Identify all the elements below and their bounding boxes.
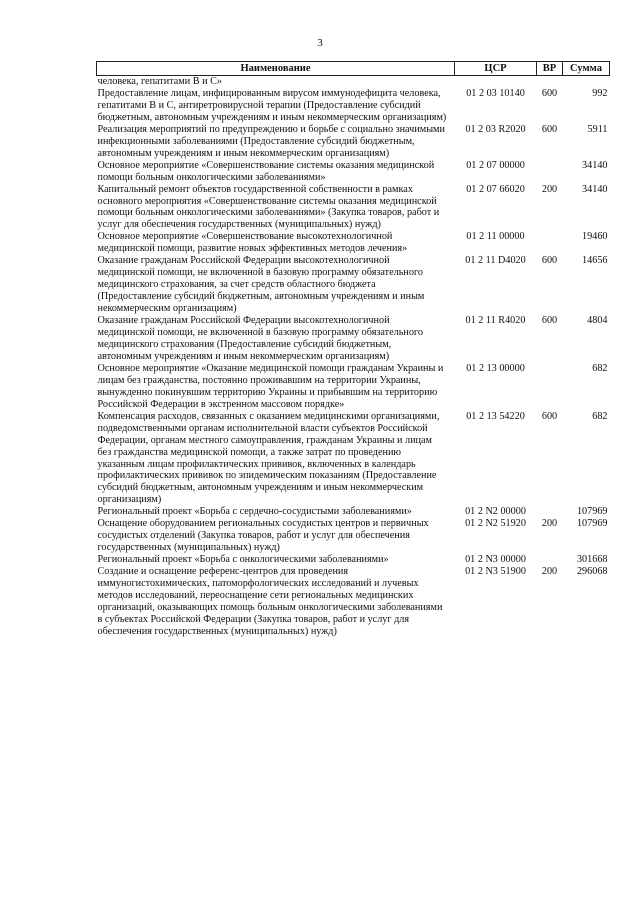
row-vr: 600 bbox=[541, 87, 558, 99]
row-sum: 107969 bbox=[576, 518, 608, 530]
column-header-sum: Сумма bbox=[563, 62, 610, 76]
row-name: Предоставление лицам, инфицированным вирусом иммунодефицита человека, гепатитами В и С, антиретровирусной терапии (Предоставление субсидий бюджетным, автономным учреждениям и иным некоммерческим организациям) bbox=[97, 87, 447, 123]
row-csr: 01 2 N2 00000 bbox=[465, 506, 526, 518]
row-sum: 34140 bbox=[582, 183, 608, 195]
row-name: Создание и оснащение референс-центров для проведения иммуногистохимических, патоморфологических исследований и лучевых методов исследований, переоснащение сети региональных медицинских организаций, оказывающих помощь больным онкологическими заболеваниями в субъектах Российской Федерации (Закупка товаров, работ и услуг для обеспечения государственных (муниципальных) нужд) bbox=[97, 566, 443, 637]
table-row bbox=[97, 554, 610, 566]
row-csr bbox=[455, 76, 537, 88]
table-row bbox=[97, 506, 610, 518]
row-sum: 19460 bbox=[582, 231, 608, 243]
row-sum: 296068 bbox=[576, 566, 608, 578]
table-row bbox=[97, 255, 610, 315]
row-name: Региональный проект «Борьба с онкологическими заболеваниями» bbox=[97, 554, 389, 566]
row-vr bbox=[537, 506, 563, 518]
row-csr: 01 2 11 R4020 bbox=[465, 315, 526, 327]
table-row bbox=[97, 518, 610, 554]
row-sum: 682 bbox=[592, 362, 608, 374]
row-name: Оказание гражданам Российской Федерации высокотехнологичной медицинской помощи, не включенной в базовую программу обязательного медицинского страхования (Предоставление субсидий бюджетным, автономным учреждениям и иным некоммерческим организациям) bbox=[97, 315, 423, 362]
row-sum: 301668 bbox=[576, 554, 608, 566]
table-row bbox=[97, 76, 610, 88]
table-header-row bbox=[97, 62, 610, 76]
row-csr: 01 2 03 R2020 bbox=[465, 123, 526, 135]
row-vr: 200 bbox=[541, 183, 558, 195]
row-name: Региональный проект «Борьба с сердечно-сосудистыми заболеваниями» bbox=[97, 506, 412, 518]
row-csr: 01 2 N2 51920 bbox=[465, 518, 526, 530]
row-vr: 600 bbox=[541, 315, 558, 327]
table-row bbox=[97, 566, 610, 638]
row-vr: 600 bbox=[541, 410, 558, 422]
page-number: 3 bbox=[317, 37, 323, 49]
row-csr: 01 2 03 10140 bbox=[466, 87, 525, 99]
row-vr bbox=[537, 231, 563, 255]
table-row bbox=[97, 411, 610, 507]
row-vr: 600 bbox=[541, 123, 558, 135]
row-csr: 01 2 13 00000 bbox=[466, 362, 525, 374]
row-name: человека, гепатитами В и С» bbox=[97, 76, 222, 87]
row-csr: 01 2 N3 51900 bbox=[465, 566, 526, 578]
budget-table bbox=[96, 61, 610, 638]
row-name: Компенсация расходов, связанных с оказанием медицинскими организациями, подведомственными органам исполнительной власти субъектов Российской Федерации, органам местного самоуправления, гражданам Украины и лицам без гражданства медицинской помощи, а также затрат по проведению указанным лицам профилактических прививок, включенных в календарь профилактических прививок по эпидемическим показаниям (Предоставление субсидий бюджетным, автономным учреждениям и иным некоммерческим организациям) bbox=[97, 410, 440, 506]
row-csr: 01 2 11 D4020 bbox=[465, 255, 526, 267]
row-vr: 200 bbox=[541, 566, 558, 578]
row-vr bbox=[537, 554, 563, 566]
row-name: Оснащение оборудованием региональных сосудистых центров и первичных сосудистых отделений (Закупка товаров, работ и услуг для обеспечения государственных (муниципальных) нужд) bbox=[97, 518, 429, 554]
row-name: Реализация мероприятий по предупреждению и борьбе с социально значимыми инфекционными заболеваниями (Предоставление субсидий бюджетным, автономным учреждениям и иным некоммерческим организациям) bbox=[97, 123, 445, 159]
row-vr bbox=[537, 160, 563, 184]
row-name: Оказание гражданам Российской Федерации высокотехнологичной медицинской помощи, не включенной в базовую программу обязательного медицинского страхования, за счет средств областного бюджета (Предоставление субсидий бюджетным, автономным учреждениям и иным некоммерческим организациям) bbox=[97, 255, 425, 315]
row-sum: 682 bbox=[592, 410, 608, 422]
column-header-name: Наименование bbox=[97, 62, 455, 76]
row-name: Капитальный ремонт объектов государственной собственности в рамках основного мероприятия «Совершенствование системы оказания медицинской помощи больным онкологическими заболеваниями» (Закупка товаров, работ и услуг для обеспечения государственных (муниципальных) нужд) bbox=[97, 183, 440, 231]
row-name: Основное мероприятие «Совершенствование системы оказания медицинской помощи больным онкологическими заболеваниями» bbox=[97, 159, 435, 183]
table-row bbox=[97, 231, 610, 255]
row-vr bbox=[537, 363, 563, 411]
row-csr: 01 2 07 00000 bbox=[466, 159, 525, 171]
row-sum: 14656 bbox=[582, 255, 608, 267]
column-header-csr: ЦСР bbox=[455, 62, 537, 76]
table-row bbox=[97, 184, 610, 232]
row-sum bbox=[563, 76, 610, 88]
row-csr: 01 2 13 54220 bbox=[466, 410, 525, 422]
table-row bbox=[97, 124, 610, 160]
table-row bbox=[97, 315, 610, 363]
row-vr bbox=[537, 76, 563, 88]
row-vr: 600 bbox=[541, 255, 558, 267]
table-row bbox=[97, 160, 610, 184]
column-header-vr: ВР bbox=[537, 62, 563, 76]
row-csr: 01 2 11 00000 bbox=[466, 231, 525, 243]
row-sum: 34140 bbox=[582, 159, 608, 171]
row-sum: 107969 bbox=[576, 506, 608, 518]
row-sum: 4804 bbox=[587, 315, 608, 327]
row-name: Основное мероприятие «Совершенствование высокотехнологичной медицинской помощи, развитие новых эффективных методов лечения» bbox=[97, 231, 408, 255]
row-csr: 01 2 N3 00000 bbox=[465, 554, 526, 566]
row-sum: 5911 bbox=[587, 123, 608, 135]
table-row bbox=[97, 363, 610, 411]
row-csr: 01 2 07 66020 bbox=[466, 183, 525, 195]
row-sum: 992 bbox=[592, 87, 608, 99]
row-vr: 200 bbox=[541, 518, 558, 530]
table-row bbox=[97, 88, 610, 124]
row-name: Основное мероприятие «Оказание медицинской помощи гражданам Украины и лицам без гражданства, постоянно проживавшим на территории Украины, вынужденно покинувшим территорию Украины и прибывшим на территорию Российской Федерации в экстренном массовом порядке» bbox=[97, 362, 444, 410]
